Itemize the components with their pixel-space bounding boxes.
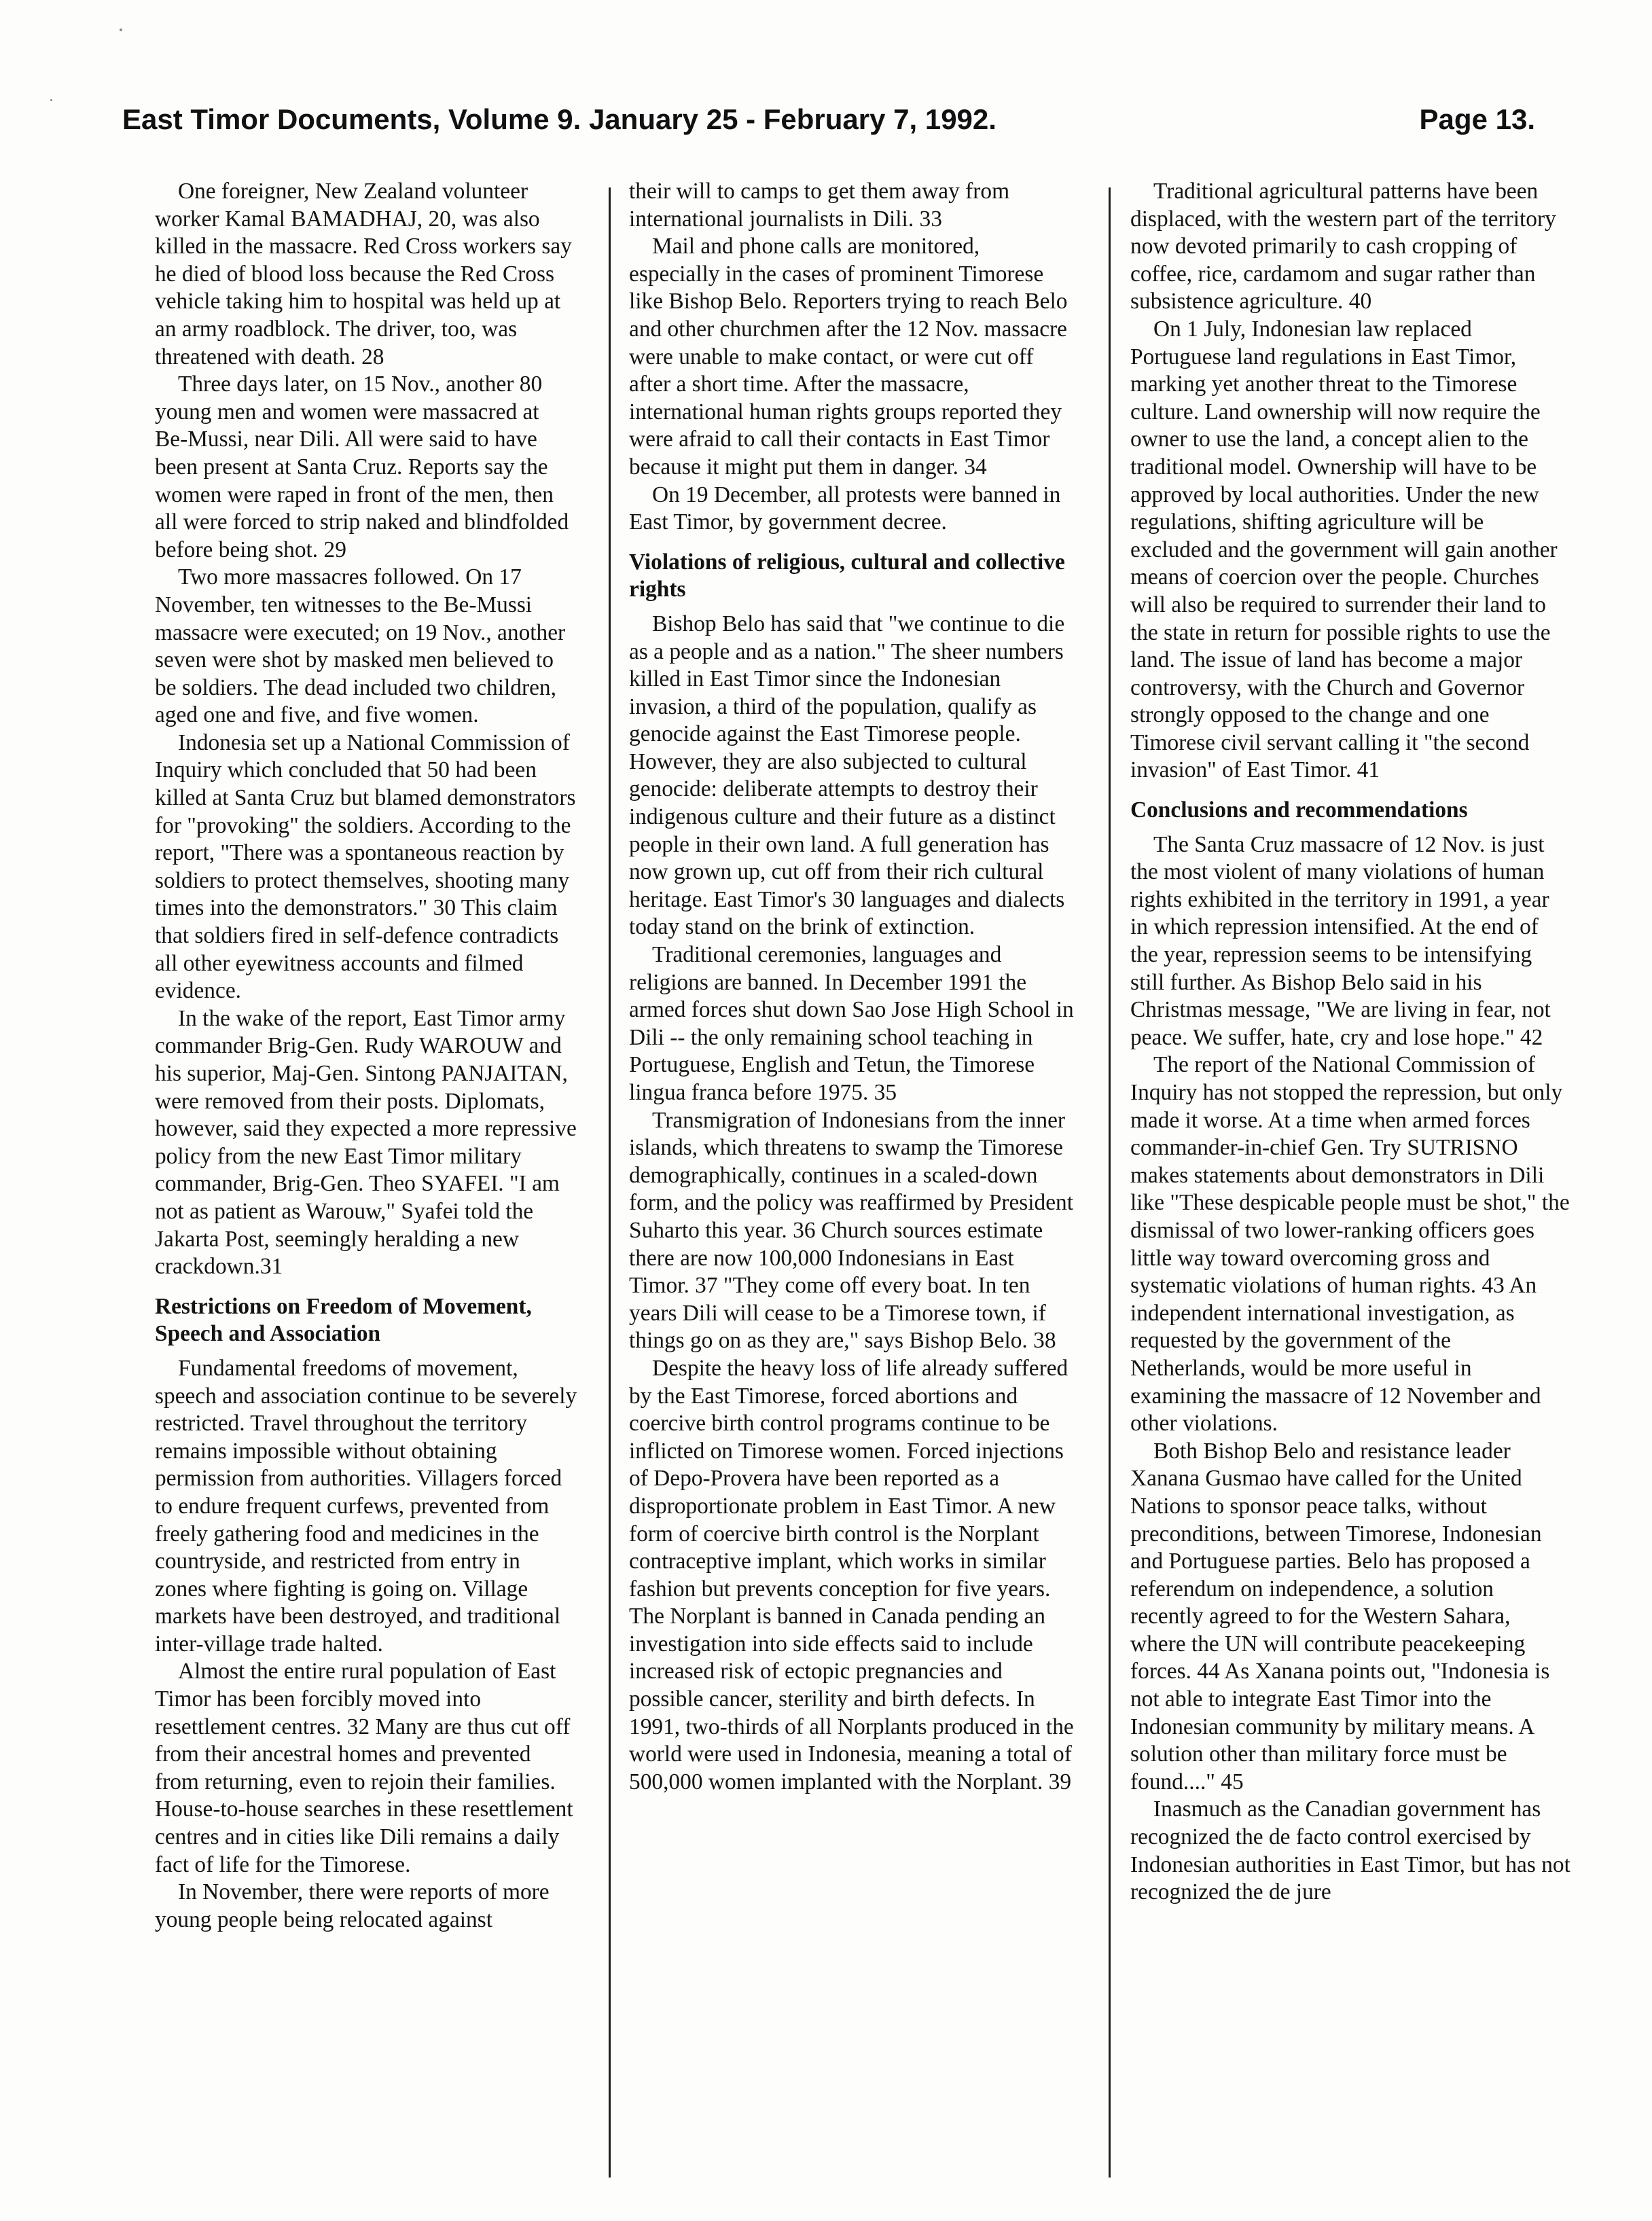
- paragraph: Traditional ceremonies, languages and religions are banned. In December 1991 the armed forces shut down Sao Jose High School in Dili -- the only remaining school teaching in Portuguese, English and Tetun, the Timorese lingua franca before 1975. 35: [629, 942, 1074, 1105]
- paragraph: On 1 July, Indonesian law replaced Portuguese land regulations in East Timor, marking yet another threat to the Timorese culture. Land ownership will now require the owner to use the land, a concept alien to the traditional model. Ownership will have to be approved by local authorities. Under the new regulations, shifting agriculture will be excluded and the government will gain another means of coercion over the people. Churches will also be required to surrender their land to the state in return for possible rights to use the land. The issue of land has become a major controversy, with the Church and Governor strongly opposed to the change and one Timorese civil servant calling it "the second invasion" of East Timor. 41: [1130, 316, 1558, 783]
- paragraph: Transmigration of Indonesians from the inner islands, which threatens to swamp the Timorese demographically, continues in a scaled-down form, and the policy was reaffirmed by President Suharto this year. 36 Church sources estimate there are now 100,000 Indonesians in East Timor. 37 "They come off every boat. In ten years Dili will cease to be a Timorese town, if things go on as they are," says Bishop Belo. 38: [629, 1107, 1074, 1354]
- section-heading: Restrictions on Freedom of Movement, Speech and Association: [155, 1293, 532, 1347]
- paragraph: The Santa Cruz massacre of 12 Nov. is just the most violent of many violations of human rights exhibited in the territory in 1991, a year in which repression intensified. At the end of the year, repression seems to be intensifying still further. As Bishop Belo said in his Christmas message, "We are living in fear, not peace. We suffer, hate, cry and lose hope." 42: [1130, 831, 1551, 1050]
- paragraph: Almost the entire rural population of East Timor has been forcibly moved into resettlement centres. 32 Many are thus cut off from their ancestral homes and prevented from returning, even to rejoin their families. House-to-house searches in these resettlement centres and in cities like Dili remains a daily fact of life for the Timorese.: [155, 1659, 573, 1877]
- paragraph: In the wake of the report, East Timor army commander Brig-Gen. Rudy WAROUW and his superior, Maj-Gen. Sintong PANJAITAN, were removed from their posts. Diplomats, however, said they expected a more repressive policy from the new East Timor military commander, Brig-Gen. Theo SYAFEI. "I am not as patient as Warouw," Syafei told the Jakarta Post, seemingly heralding a new crackdown.31: [155, 1005, 577, 1280]
- scan-speck: [120, 29, 122, 31]
- paragraph: Two more massacres followed. On 17 November, ten witnesses to the Be-Mussi massacre were executed; on 19 Nov., another seven were shot by masked men believed to be soldiers. The dead included two children, aged one and five, and five women.: [155, 564, 566, 728]
- paragraph: One foreigner, New Zealand volunteer worker Kamal BAMADHAJ, 20, was also killed in the massacre. Red Cross workers say he died of blood loss because the Red Cross vehicle taking him to hospital was held up at an army roadblock. The driver, too, was threatened with death. 28: [155, 179, 572, 369]
- paragraph: Fundamental freedoms of movement, speech and association continue to be severely restricted. Travel throughout the territory remains impossible without obtaining permission from authorities. Villagers forced to endure frequent curfews, prevented from freely gathering food and medicines in the countryside, and restricted from entry in zones where fighting is going on. Village markets have been destroyed, and traditional inter-village trade halted.: [155, 1355, 577, 1657]
- paragraph: Despite the heavy loss of life already suffered by the East Timorese, forced abortions and coercive birth control programs continue to be inflicted on Timorese women. Forced injections of Depo-Provera have been reported as a disproportionate problem in East Timor. A new form of coercive birth control is the Norplant contraceptive implant, which works in similar fashion but prevents conception for five years. The Norplant is banned in Canada pending an investigation into side effects said to include increased risk of ectopic pregnancies and possible cancer, sterility and birth defects. In 1991, two-thirds of all Norplants produced in the world were used in Indonesia, meaning a total of 500,000 women implanted with the Norplant. 39: [629, 1355, 1074, 1794]
- scan-speck: [50, 99, 52, 101]
- paragraph: In November, there were reports of more young people being relocated against: [155, 1879, 550, 1932]
- column-rule: [1109, 187, 1111, 2178]
- column-rule: [609, 187, 611, 2178]
- paragraph: Indonesia set up a National Commission of Inquiry which concluded that 50 had been killed at Santa Cruz but blamed demonstrators for "provoking" the soldiers. According to the report, "There was a spontaneous reaction by soldiers to protect themselves, shooting many times into the demonstrators." 30 This claim that soldiers fired in self-defence contradicts all other eyewitness accounts and filmed evidence.: [155, 729, 576, 1004]
- running-header: [122, 103, 1535, 147]
- paragraph: Three days later, on 15 Nov., another 80 young men and women were massacred at Be-Mussi, near Dili. All were said to have been present at Santa Cruz. Reports say the women were raped in front of the men, then all were forced to strip naked and blindfolded before being shot. 29: [155, 372, 569, 562]
- section-heading: Conclusions and recommendations: [1130, 797, 1468, 823]
- column-3: [1130, 178, 1570, 1907]
- paragraph: On 19 December, all protests were banned in East Timor, by government decree.: [629, 482, 1061, 535]
- paragraph: Both Bishop Belo and resistance leader Xanana Gusmao have called for the United Nations to sponsor peace talks, without preconditions, between Timorese, Indonesian and Portuguese parties. Belo has proposed a referendum on independence, a solution recently agreed to for the Western Sahara, where the UN will contribute peacekeeping forces. 44 As Xanana points out, "Indonesia is not able to integrate East Timor into the Indonesian community by military means. A solution other than military force must be found...." 45: [1130, 1438, 1550, 1794]
- paragraph: Bishop Belo has said that "we continue to die as a people and as a nation." The sheer numbers killed in East Timor since the Indonesian invasion, a third of the population, qualify as genocide against the East Timorese people. However, they are also subjected to cultural genocide: deliberate attempts to destroy their indigenous culture and their future as a distinct people in their own land. A full generation has now grown up, cut off from their rich cultural heritage. East Timor's 30 languages and dialects today stand on the brink of extinction.: [629, 611, 1065, 940]
- section-heading: Violations of religious, cultural and collective rights: [629, 549, 1065, 602]
- paragraph: Traditional agricultural patterns have been displaced, with the western part of the territory now devoted primarily to cash cropping of coffee, rice, cardamom and sugar rather than subsistence agriculture. 40: [1130, 179, 1556, 314]
- paragraph: Mail and phone calls are monitored, especially in the cases of prominent Timorese like Bishop Belo. Reporters trying to reach Belo and other churchmen after the 12 Nov. massacre were unable to make contact, or were cut off after a short time. After the massacre, international human rights groups reported they were afraid to call their contacts in East Timor because it might put them in danger. 34: [629, 234, 1068, 480]
- column-1: [155, 178, 577, 1934]
- paragraph: Inasmuch as the Canadian government has recognized the de facto control exercised by Indonesian authorities in East Timor, but has not recognized the de jure: [1130, 1796, 1570, 1905]
- column-2: [629, 178, 1075, 1796]
- paragraph: their will to camps to get them away from international journalists in Dili. 33: [629, 179, 1010, 232]
- header-title: East Timor Documents, Volume 9. January 25 - February 7, 1992.: [122, 103, 996, 135]
- paragraph: The report of the National Commission of Inquiry has not stopped the repression, but only made it worse. At a time when armed forces commander-in-chief Gen. Try SUTRISNO makes statements about demonstrators in Dili like "These despicable people must be shot," the dismissal of two lower-ranking officers goes little way toward overcoming gross and systematic violations of human rights. 43 An independent international investigation, as requested by the government of the Netherlands, would be more useful in examining the massacre of 12 November and other violations.: [1130, 1052, 1570, 1437]
- page-number: Page 13.: [1419, 103, 1535, 135]
